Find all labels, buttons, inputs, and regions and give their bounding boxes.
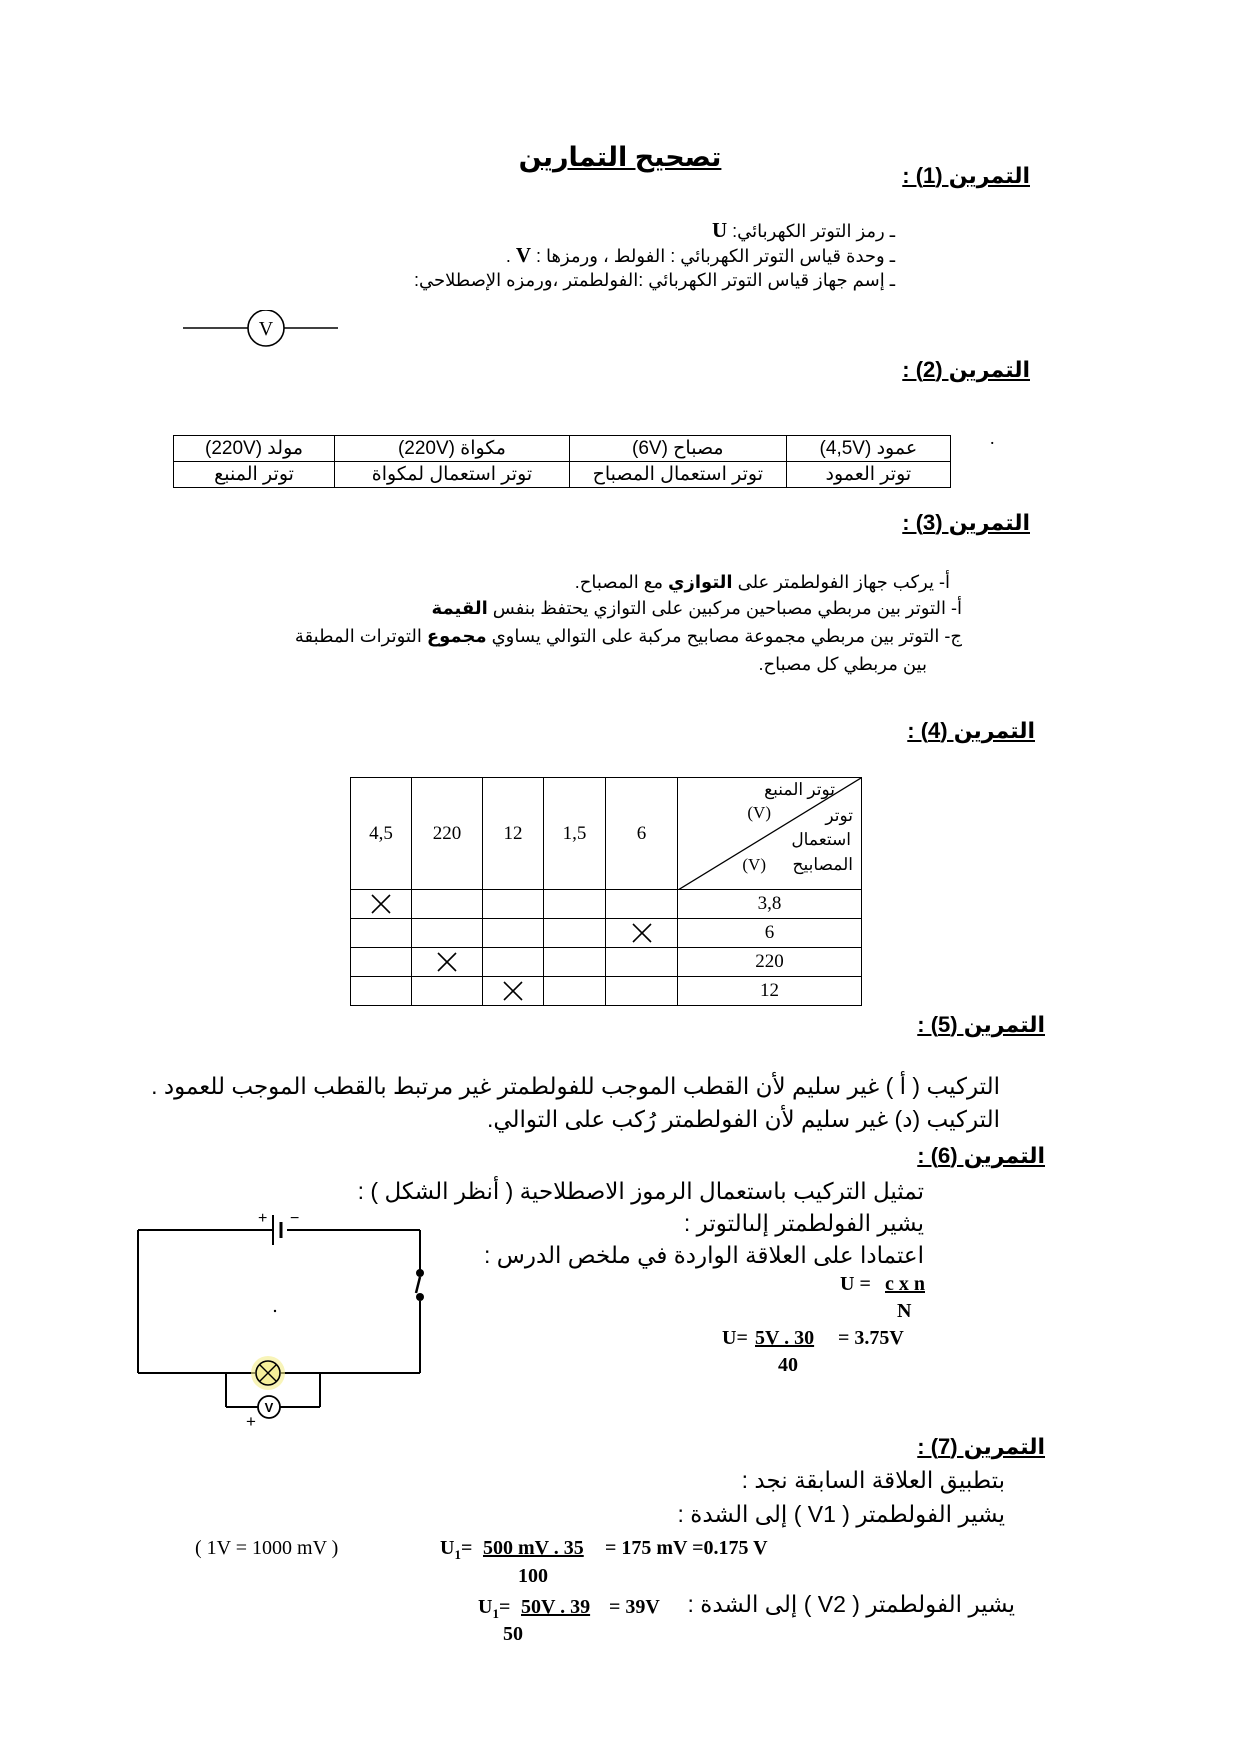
u1-denominator: 100 <box>518 1565 548 1587</box>
mark-cell <box>351 890 412 919</box>
header-bottom-unit: (V) <box>742 855 766 874</box>
mark-cell <box>412 977 483 1006</box>
row-label: 3,8 <box>678 890 862 919</box>
column-header: 6 <box>606 778 678 890</box>
u1-lhs: $U_1=$ <box>440 1537 473 1562</box>
exercise-1-heading: التمرين (1) : <box>902 163 1030 188</box>
table-cell: توتر العمود <box>786 462 950 488</box>
battery-minus-label: − <box>290 1210 300 1227</box>
column-header: 12 <box>483 778 544 890</box>
row-label: 12 <box>678 977 862 1006</box>
formula-denominator: N <box>897 1300 912 1322</box>
stray-dot <box>274 1310 276 1312</box>
u2-result: = 39V <box>609 1596 660 1618</box>
mark-cell <box>483 890 544 919</box>
diagonal-header-cell <box>678 778 862 890</box>
formula-lhs: U = <box>840 1273 871 1295</box>
table-cell: مولد (220V) <box>174 436 335 462</box>
mark-cell <box>606 948 678 977</box>
exercise-6-heading: التمرين (6) : <box>917 1143 1045 1168</box>
mark-cell <box>606 890 678 919</box>
formula-numerator: c x n <box>885 1273 925 1295</box>
ex6-line-1: تمثيل التركيب باستعمال الرموز الاصطلاحية ( أنظر الشكل ) : <box>357 1178 924 1204</box>
mark-cell <box>483 948 544 977</box>
u1-result: = 175 mV =0.175 V <box>605 1537 768 1559</box>
ex1-line-1: ـ رمز التوتر الكهربائي: U <box>711 218 895 242</box>
exercise-3-heading: التمرين (3) : <box>902 510 1030 535</box>
table-cell: عمود (4,5V) <box>786 436 950 462</box>
mark-cell <box>606 977 678 1006</box>
table-cell: مصباح (6V) <box>569 436 786 462</box>
u1-numerator: 500 mV . 35 <box>483 1537 584 1559</box>
mark-cell <box>544 890 606 919</box>
exercise-4-heading: التمرين (4) : <box>907 718 1035 743</box>
ex4-table <box>350 777 862 1006</box>
voltmeter-symbol-letter: V <box>258 318 274 340</box>
ex7-line-3: يشير الفولطمتر ( V2 ) إلى الشدة : <box>687 1591 1015 1617</box>
exercise-7-heading: التمرين (7) : <box>917 1434 1045 1459</box>
table-cell: مكواة (220V) <box>335 436 570 462</box>
switch-contact-icon <box>416 1293 424 1301</box>
mark-cell <box>412 890 483 919</box>
column-header: 1,5 <box>544 778 606 890</box>
u2-numerator: 50V . 39 <box>521 1596 591 1618</box>
header-bottom-label-2: استعمال <box>791 830 851 849</box>
header-bottom-label-1: توتر <box>825 806 853 825</box>
calc-denominator: 40 <box>778 1354 798 1376</box>
header-top-unit: (V) <box>747 803 771 822</box>
mark-cell <box>351 919 412 948</box>
switch-blade-icon <box>416 1277 420 1293</box>
switch-contact-icon <box>416 1269 424 1277</box>
table-cell: توتر استعمال المصباح <box>569 462 786 488</box>
conversion-note: ( 1V = 1000 mV ) <box>195 1537 339 1559</box>
mark-cell <box>544 919 606 948</box>
cross-mark-icon <box>502 980 524 1002</box>
ex3-line-c2: بين مربطي كل مصباح. <box>758 654 927 674</box>
table-cell: توتر المنبع <box>174 462 335 488</box>
mark-cell <box>544 977 606 1006</box>
cross-mark-icon <box>436 951 458 973</box>
ex5-line-2: التركيب (د) غير سليم لأن الفولطمتر رُكب على التوالي. <box>486 1106 1000 1132</box>
ex3-line-a: أ- يركب جهاز الفولطمتر على التوازي مع المصباح. <box>574 572 950 592</box>
mark-cell <box>412 948 483 977</box>
page-title: تصحيح التمارين <box>518 142 722 172</box>
mark-cell <box>412 919 483 948</box>
ex7-line-1: بتطبيق العلاقة السابقة نجد : <box>741 1467 1005 1493</box>
circuit-diagram <box>130 1205 430 1455</box>
ex2-table <box>173 435 951 488</box>
header-top-label: توتر المنبع <box>764 780 835 799</box>
mark-cell <box>544 948 606 977</box>
ex5-line-1: التركيب ( أ ) غير سليم لأن القطب الموجب للفولطمتر غير مرتبط بالقطب الموجب للعمود . <box>151 1073 1000 1099</box>
header-bottom-label-3: المصابيح <box>792 855 853 874</box>
calc-lhs: U= <box>722 1327 748 1349</box>
column-header: 4,5 <box>351 778 412 890</box>
voltmeter-symbol-icon <box>180 310 340 350</box>
row-label: 6 <box>678 919 862 948</box>
mark-cell <box>483 919 544 948</box>
ex1-line-3: ـ إسم جهاز قياس التوتر الكهربائي :الفولطمتر ،ورمزه الإصطلاحي: <box>413 270 895 290</box>
stray-dot: . <box>990 428 995 448</box>
column-header: 220 <box>412 778 483 890</box>
exercise-2-heading: التمرين (2) : <box>902 357 1030 382</box>
mark-cell <box>351 948 412 977</box>
u2-lhs: $U_1=$ <box>478 1596 511 1621</box>
row-label: 220 <box>678 948 862 977</box>
exercise-5-heading: التمرين (5) : <box>917 1012 1045 1037</box>
ex6-line-2: يشير الفولطمتر إلىالتوتر : <box>683 1210 924 1236</box>
mark-cell <box>351 977 412 1006</box>
table-cell: توتر استعمال لمكواة <box>335 462 570 488</box>
calc-numerator: 5V . 30 <box>755 1327 815 1349</box>
mark-cell <box>483 977 544 1006</box>
ex7-line-2: يشير الفولطمتر ( V1 ) إلى الشدة : <box>677 1501 1005 1527</box>
calc-result: = 3.75V <box>838 1327 904 1349</box>
cross-mark-icon <box>631 922 653 944</box>
ex3-line-c: ج- التوتر بين مربطي مجموعة مصابيح مركبة على التوالي يساوي مجموع التوترات المطبقة <box>294 626 962 646</box>
battery-plus-label: + <box>258 1210 268 1227</box>
voltmeter-letter: V <box>264 1400 274 1415</box>
voltmeter-plus-label: + <box>246 1412 256 1431</box>
ex1-line-2: ـ وحدة قياس التوتر الكهربائي : الفولط ، ورمزها : V . <box>505 243 895 267</box>
mark-cell <box>606 919 678 948</box>
ex6-line-3: اعتمادا على العلاقة الواردة في ملخص الدرس : <box>483 1242 924 1268</box>
u2-denominator: 50 <box>503 1623 523 1645</box>
cross-mark-icon <box>370 893 392 915</box>
ex3-line-b: أ- التوتر بين مربطي مصباحين مركبين على التوازي يحتفظ بنفس القيمة <box>431 598 962 618</box>
